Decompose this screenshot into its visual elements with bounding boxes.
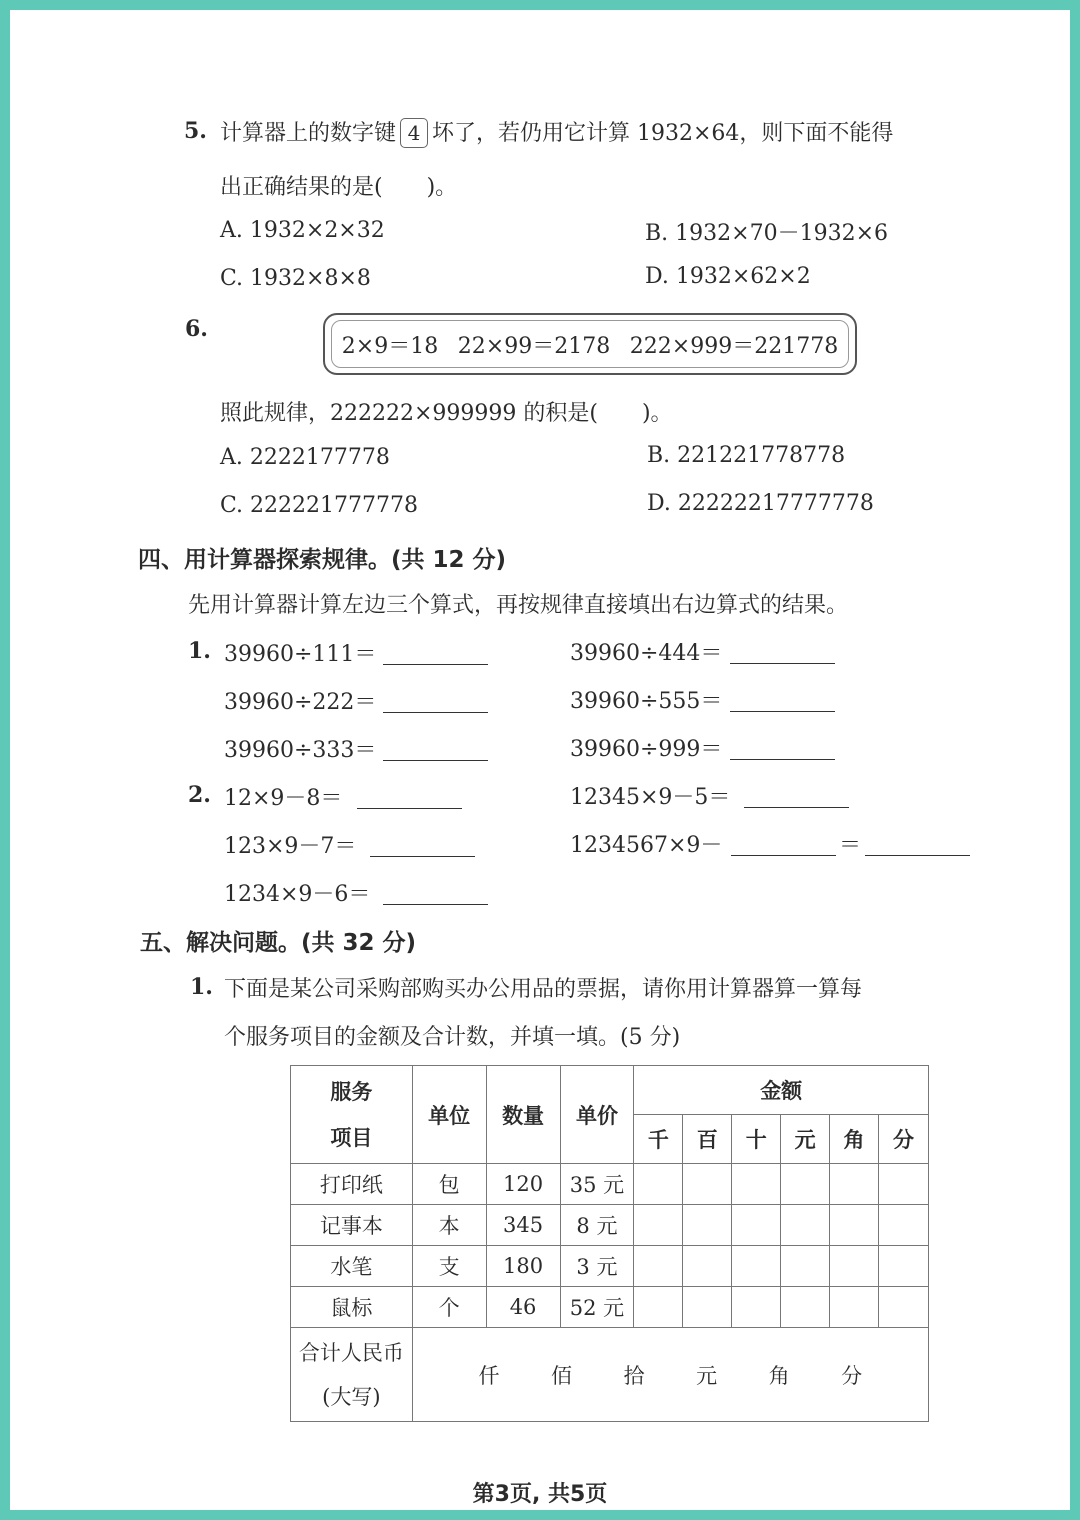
row-qty: 120 xyxy=(486,1164,560,1205)
row-unit: 包 xyxy=(412,1164,486,1205)
s4-p2-right-2-eq: ＝ xyxy=(839,833,862,858)
digit-header-tens: 十 xyxy=(732,1115,781,1164)
section4-instruction: 先用计算器计算左边三个算式，再按规律直接填出右边算式的结果。 xyxy=(188,593,849,618)
cap-shi: 拾 xyxy=(623,1363,645,1388)
amount-cell[interactable] xyxy=(830,1205,879,1246)
amount-cell[interactable] xyxy=(830,1246,879,1287)
option-letter: C. xyxy=(220,266,244,291)
amount-cell[interactable] xyxy=(634,1205,683,1246)
option-text: 22222217777778 xyxy=(677,491,874,516)
table-row xyxy=(291,1205,929,1246)
s4-p2-number: 2. xyxy=(188,782,211,808)
row-price: 52 元 xyxy=(560,1287,634,1328)
page-footer: 第3页, 共5页 xyxy=(472,1482,608,1507)
option-text: 1932×2×32 xyxy=(249,218,385,243)
answer-blank[interactable] xyxy=(730,759,835,760)
answer-blank[interactable] xyxy=(744,807,849,808)
row-price: 3 元 xyxy=(560,1246,634,1287)
header-service-line2: 项目 xyxy=(330,1125,373,1150)
option-text: 1932×70－1932×6 xyxy=(675,221,889,246)
table-row xyxy=(291,1246,929,1287)
answer-blank[interactable] xyxy=(865,855,970,856)
cap-fen: 分 xyxy=(841,1363,863,1388)
amount-cell[interactable] xyxy=(830,1164,879,1205)
option-text: 2222177778 xyxy=(249,445,390,470)
row-item: 鼠标 xyxy=(291,1287,413,1328)
answer-blank[interactable] xyxy=(730,711,835,712)
amount-cell[interactable] xyxy=(683,1164,732,1205)
s4-p2-left-2: 123×9－7＝ xyxy=(224,834,357,859)
q5-option-b[interactable] xyxy=(645,216,888,247)
option-letter: A. xyxy=(220,218,243,243)
amount-cell[interactable] xyxy=(634,1164,683,1205)
cap-jiao: 角 xyxy=(768,1363,790,1388)
amount-cell[interactable] xyxy=(683,1246,732,1287)
amount-cell[interactable] xyxy=(732,1287,781,1328)
amount-cell[interactable] xyxy=(879,1164,929,1205)
amount-cell[interactable] xyxy=(879,1246,929,1287)
s4-p2-left-1: 12×9－8＝ xyxy=(224,786,343,811)
digit-header-jiao: 角 xyxy=(830,1115,879,1164)
amount-cell[interactable] xyxy=(781,1246,830,1287)
amount-cell[interactable] xyxy=(683,1287,732,1328)
q5-line1-a: 计算器上的数字键 xyxy=(220,121,397,146)
answer-blank[interactable] xyxy=(383,712,488,713)
s4-p1-number: 1. xyxy=(188,638,211,664)
cap-yuan: 元 xyxy=(696,1363,718,1388)
s4-p1-right-2: 39960÷555＝ xyxy=(570,689,723,714)
q5-line1 xyxy=(220,116,893,148)
amount-cell[interactable] xyxy=(732,1246,781,1287)
q6-option-b[interactable] xyxy=(647,443,845,468)
digit-header-thousands: 千 xyxy=(634,1115,683,1164)
header-unit-price: 单价 xyxy=(560,1066,634,1164)
option-text: 221221778778 xyxy=(677,443,846,468)
s4-p2-left-3: 1234×9－6＝ xyxy=(224,882,371,907)
amount-cell[interactable] xyxy=(879,1205,929,1246)
q5-number: 5. xyxy=(184,118,207,144)
table-row xyxy=(291,1287,929,1328)
q5-line2: 出正确结果的是( )。 xyxy=(220,175,458,200)
q6-option-c[interactable] xyxy=(220,493,418,518)
answer-blank[interactable] xyxy=(383,664,488,665)
cap-qian: 仟 xyxy=(478,1363,500,1388)
q6-option-a[interactable] xyxy=(220,445,390,470)
header-service-line1: 服务 xyxy=(330,1079,373,1104)
amount-cell[interactable] xyxy=(781,1287,830,1328)
option-letter: A. xyxy=(220,445,243,470)
option-text: 1932×8×8 xyxy=(250,266,371,291)
pattern-eq-3: 222×999＝221778 xyxy=(629,333,839,359)
row-item: 打印纸 xyxy=(291,1164,413,1205)
amount-cell[interactable] xyxy=(879,1287,929,1328)
amount-cell[interactable] xyxy=(781,1164,830,1205)
q6-question: 照此规律，222222×999999 的积是( )。 xyxy=(220,401,673,426)
amount-cell[interactable] xyxy=(781,1205,830,1246)
row-unit: 本 xyxy=(412,1205,486,1246)
s4-p2-right-2: 1234567×9－ xyxy=(570,833,723,858)
s4-p1-right-3: 39960÷999＝ xyxy=(570,737,723,762)
q5-option-c[interactable] xyxy=(220,266,371,291)
row-unit: 支 xyxy=(412,1246,486,1287)
option-text: 1932×62×2 xyxy=(675,264,811,289)
option-letter: B. xyxy=(645,221,669,246)
row-price: 8 元 xyxy=(560,1205,634,1246)
header-service-item xyxy=(291,1066,413,1164)
row-item: 记事本 xyxy=(291,1205,413,1246)
amount-cell[interactable] xyxy=(634,1246,683,1287)
section4-title: 四、用计算器探索规律。(共 12 分) xyxy=(138,547,507,573)
receipt-table xyxy=(290,1065,929,1422)
answer-blank[interactable] xyxy=(730,663,835,664)
option-text: 222221777778 xyxy=(250,493,419,518)
q5-option-d[interactable] xyxy=(645,264,811,289)
row-unit: 个 xyxy=(412,1287,486,1328)
digit-header-fen: 分 xyxy=(879,1115,929,1164)
amount-cell[interactable] xyxy=(634,1287,683,1328)
calculator-key-4: 4 xyxy=(400,118,428,148)
answer-blank[interactable] xyxy=(383,904,488,905)
q6-option-d[interactable] xyxy=(647,491,874,516)
s4-p1-left-1: 39960÷111＝ xyxy=(224,642,377,667)
row-item: 水笔 xyxy=(291,1246,413,1287)
s4-p2-right-1: 12345×9－5＝ xyxy=(570,785,731,810)
option-letter: D. xyxy=(647,491,671,516)
amount-cell[interactable] xyxy=(683,1205,732,1246)
total-amount-field[interactable] xyxy=(412,1328,928,1422)
q5-option-a[interactable] xyxy=(220,218,385,243)
total-label-line2: (大写) xyxy=(322,1384,381,1409)
header-quantity: 数量 xyxy=(486,1066,560,1164)
total-label xyxy=(291,1328,413,1422)
pattern-eq-2: 22×99＝2178 xyxy=(457,333,611,359)
amount-cell[interactable] xyxy=(830,1287,879,1328)
s4-p1-right-1: 39960÷444＝ xyxy=(570,641,723,666)
s4-p1-left-2: 39960÷222＝ xyxy=(224,690,377,715)
row-price: 35 元 xyxy=(560,1164,634,1205)
cap-bai: 佰 xyxy=(551,1363,573,1388)
table-row xyxy=(291,1164,929,1205)
answer-blank[interactable] xyxy=(383,760,488,761)
section5-title: 五、解决问题。(共 32 分) xyxy=(140,930,417,956)
s5-p1-line1: 下面是某公司采购部购买办公用品的票据，请你用计算器算一算每 xyxy=(224,977,863,1002)
row-qty: 46 xyxy=(486,1287,560,1328)
q6-number: 6. xyxy=(185,316,208,342)
answer-blank[interactable] xyxy=(357,808,462,809)
header-unit: 单位 xyxy=(412,1066,486,1164)
total-label-line1: 合计人民币 xyxy=(298,1340,404,1365)
answer-blank[interactable] xyxy=(731,855,836,856)
s5-p1-line2: 个服务项目的金额及合计数，并填一填。(5 分) xyxy=(224,1025,681,1050)
option-letter: C. xyxy=(220,493,244,518)
answer-blank[interactable] xyxy=(370,856,475,857)
s5-p1-number: 1. xyxy=(190,974,213,1000)
digit-header-yuan: 元 xyxy=(781,1115,830,1164)
header-amount: 金额 xyxy=(634,1066,929,1115)
s4-p1-left-3: 39960÷333＝ xyxy=(224,738,377,763)
q6-pattern-box xyxy=(323,313,857,375)
row-qty: 345 xyxy=(486,1205,560,1246)
amount-cell[interactable] xyxy=(732,1164,781,1205)
option-letter: B. xyxy=(647,443,671,468)
amount-cell[interactable] xyxy=(732,1205,781,1246)
row-qty: 180 xyxy=(486,1246,560,1287)
q5-line1-b: 坏了，若仍用它计算 1932×64，则下面不能得 xyxy=(432,121,894,146)
pattern-eq-1: 2×9＝18 xyxy=(341,333,439,359)
digit-header-hundreds: 百 xyxy=(683,1115,732,1164)
option-letter: D. xyxy=(645,264,669,289)
worksheet-page xyxy=(10,10,1070,1510)
